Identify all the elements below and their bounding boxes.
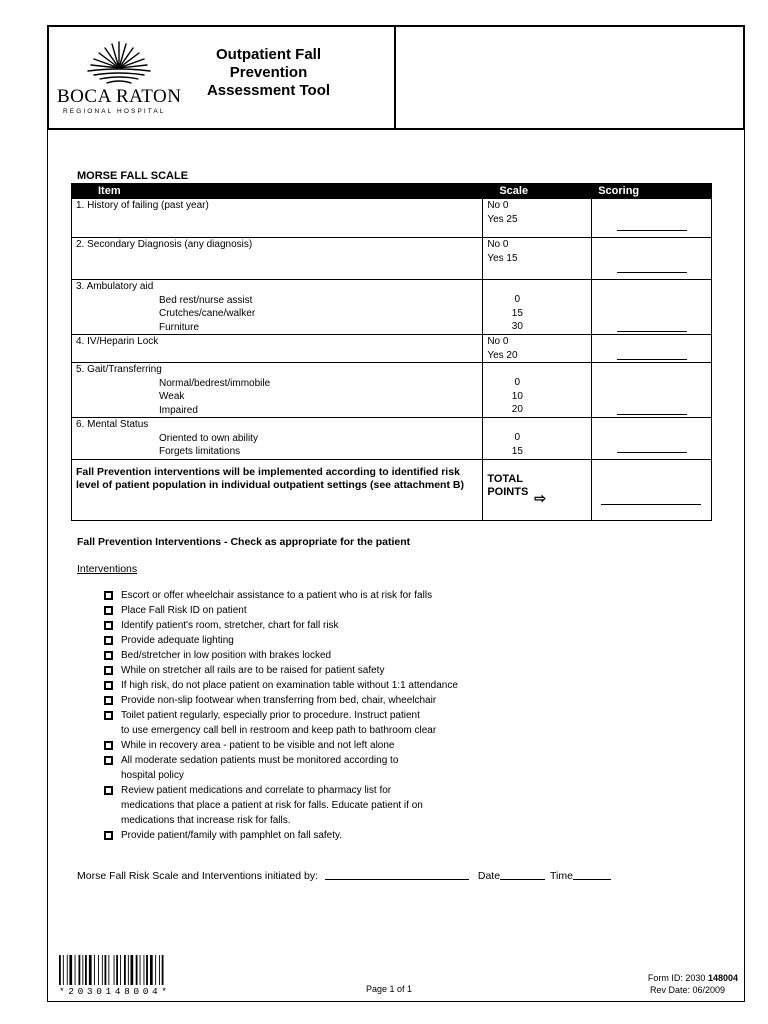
intervention-item [104, 753, 544, 783]
table-row [72, 280, 712, 335]
intervention-item [104, 708, 544, 738]
intervention-checkbox[interactable] [104, 606, 113, 615]
score-cell[interactable] [592, 238, 712, 280]
intervention-item [104, 603, 544, 618]
barcode-bar [105, 955, 107, 985]
intervention-checkbox[interactable] [104, 591, 113, 600]
table-row [72, 335, 712, 363]
table-row [72, 199, 712, 238]
sub-item-label: Impaired [159, 404, 198, 416]
intervention-checkbox[interactable] [104, 831, 113, 840]
time-label: Time [549, 870, 573, 882]
intervention-item [104, 678, 544, 693]
item-label: 1. History of failing (past year) [76, 200, 209, 211]
scale-cell [483, 363, 592, 418]
table-row-total [72, 459, 712, 520]
score-entry-line[interactable] [617, 230, 687, 231]
header-divider [394, 25, 396, 130]
total-points-label [483, 459, 592, 520]
form-title [196, 46, 341, 100]
barcode-bar [124, 955, 126, 985]
intervention-item [104, 828, 544, 843]
intervention-checkbox[interactable] [104, 681, 113, 690]
barcode-icon [59, 955, 204, 985]
barcode-bar [67, 955, 68, 985]
intervention-checkbox[interactable] [104, 741, 113, 750]
intervention-item [104, 693, 544, 708]
score-entry-line[interactable] [617, 414, 687, 415]
scale-value: 0 [514, 377, 521, 388]
scale-value: 20 [511, 404, 523, 415]
barcode-bar [136, 955, 138, 985]
item-label: 3. Ambulatory aid [76, 281, 154, 292]
barcode-bar [75, 955, 76, 985]
intervention-item [104, 783, 544, 828]
scale-value: Yes 15 [487, 252, 518, 264]
barcode-bar [116, 955, 118, 985]
intervention-text: Provide adequate lighting [121, 635, 234, 646]
intervention-text: Bed/stretcher in low position with brakes locked [121, 650, 332, 661]
intervention-checkbox[interactable] [104, 666, 113, 675]
intervention-checkbox[interactable] [104, 711, 113, 720]
intervention-checkbox[interactable] [104, 756, 113, 765]
morse-section-title: MORSE FALL SCALE [77, 170, 189, 182]
interventions-checklist [104, 588, 544, 843]
barcode-bar [82, 955, 83, 985]
scale-cell [483, 280, 592, 335]
interventions-label: Interventions [77, 563, 138, 575]
item-label: 6. Mental Status [76, 419, 149, 430]
intervention-text: Toilet patient regularly, especially prior to procedure. Instruct patient [121, 710, 420, 721]
sub-item-label: Forgets limitations [159, 446, 241, 457]
barcode-bar [150, 955, 153, 985]
score-entry-line[interactable] [617, 359, 687, 360]
intervention-checkbox[interactable] [104, 636, 113, 645]
intervention-checkbox[interactable] [104, 621, 113, 630]
table-header-row [72, 184, 712, 199]
item-cell [72, 238, 483, 280]
palm-logo-icon [82, 38, 156, 84]
date-line[interactable] [500, 879, 545, 880]
intervention-item [104, 738, 544, 753]
barcode-text: *2030148004* [59, 986, 171, 997]
intervention-item [104, 618, 544, 633]
scale-value: 15 [511, 307, 523, 319]
intervention-item [104, 633, 544, 648]
form-id-label: Form ID: 2030 [647, 973, 706, 983]
item-label: 5. Gait/Transferring [76, 364, 162, 375]
rev-date: Rev Date: 06/2009 [649, 985, 725, 995]
scale-value: 30 [511, 321, 523, 332]
item-label: 2. Secondary Diagnosis (any diagnosis) [76, 239, 253, 250]
intervention-text: Provide patient/family with pamphlet on fall safety. [121, 830, 343, 841]
intervention-item [104, 663, 544, 678]
scale-value: 0 [514, 432, 521, 443]
table-row [72, 238, 712, 280]
barcode-bar [159, 955, 160, 985]
barcode-bar [162, 955, 164, 985]
item-label: 4. IV/Heparin Lock [76, 336, 159, 347]
item-cell [72, 363, 483, 418]
total-entry-line[interactable] [601, 504, 701, 505]
intervention-checkbox[interactable] [104, 651, 113, 660]
risk-level-note: Fall Prevention interventions will be implemented according to identified risk level of patient population in individual outpatient settings (see attachment B) [72, 459, 483, 520]
scale-value: 10 [511, 390, 523, 402]
intervention-text: While in recovery area - patient to be visible and not left alone [121, 740, 395, 751]
logo-subtitle: REGIONAL HOSPITAL [63, 108, 166, 115]
scale-value: No 0 [487, 336, 509, 347]
total-score-cell[interactable] [592, 459, 712, 520]
form-id-number: 148004 [707, 973, 738, 983]
logo-name: BOCA RATON [57, 86, 182, 107]
intervention-item [104, 588, 544, 603]
item-cell [72, 418, 483, 460]
form-title-line: Outpatient Fall [216, 46, 321, 63]
total-label-line: TOTAL [487, 472, 523, 485]
score-cell[interactable] [592, 418, 712, 460]
sub-item-label: Oriented to own ability [159, 432, 258, 444]
table-row [72, 363, 712, 418]
intervention-text: All moderate sedation patients must be monitored according to [121, 755, 399, 766]
intervention-text: Review patient medications and correlate to pharmacy list for [121, 785, 392, 796]
score-cell[interactable] [592, 280, 712, 335]
intervention-checkbox[interactable] [104, 696, 113, 705]
barcode-bar [131, 955, 134, 985]
signature-row [77, 870, 611, 882]
intervention-text: Escort or offer wheelchair assistance to a patient who is at risk for falls [121, 590, 433, 601]
barcode-bar [94, 955, 95, 985]
score-cell[interactable] [592, 199, 712, 238]
scale-cell [483, 418, 592, 460]
interventions-heading: Fall Prevention Interventions - Check as appropriate for the patient [77, 536, 411, 548]
signature-label: Morse Fall Risk Scale and Interventions initiated by: [77, 870, 319, 882]
barcode-bar [114, 955, 115, 985]
intervention-text: If high risk, do not place patient on examination table without 1:1 attendance [121, 680, 458, 691]
barcode-bar [98, 955, 99, 985]
scale-cell [483, 199, 592, 238]
sub-item-label: Furniture [159, 321, 200, 333]
barcode-bar [120, 955, 121, 985]
page-number: Page 1 of 1 [366, 984, 413, 994]
barcode-bar [85, 955, 87, 985]
total-label-line: POINTS [487, 486, 529, 498]
right-arrow-icon: ⇨ [534, 490, 547, 506]
barcode-bar [144, 955, 145, 985]
form-id-block [648, 972, 738, 996]
barcode-bar [140, 955, 141, 985]
barcode-bar [146, 955, 148, 985]
barcode-bar [69, 955, 72, 985]
date-label: Date [477, 870, 501, 882]
sub-item-label: Normal/bedrest/immobile [159, 377, 271, 389]
scale-value: Yes 20 [487, 349, 518, 361]
barcode-bar [155, 955, 156, 985]
sub-item-label: Crutches/cane/walker [159, 308, 256, 319]
item-cell [72, 335, 483, 363]
intervention-text: Place Fall Risk ID on patient [121, 605, 247, 616]
scale-value: No 0 [487, 200, 509, 211]
intervention-text: Identify patient's room, stretcher, chart for fall risk [121, 620, 339, 631]
barcode-bar [63, 955, 64, 985]
barcode-bar [89, 955, 92, 985]
score-entry-line[interactable] [617, 452, 687, 453]
morse-fall-scale-table [71, 183, 712, 521]
intervention-text: medications that place a patient at risk for falls. Educate patient if on [121, 800, 423, 811]
item-cell [72, 199, 483, 238]
barcode-bar [79, 955, 81, 985]
time-line[interactable] [573, 879, 611, 880]
table-row [72, 418, 712, 460]
column-header-item: Item [72, 184, 483, 199]
form-title-line: Prevention [229, 64, 308, 81]
barcode-bar [108, 955, 109, 985]
intervention-text: While on stretcher all rails are to be raised for patient safety [121, 665, 385, 676]
score-cell[interactable] [592, 335, 712, 363]
barcode-bar [59, 955, 61, 985]
intervention-text: Provide non-slip footwear when transferring from bed, chair, wheelchair [121, 695, 437, 706]
barcode-bar [128, 955, 129, 985]
score-entry-line[interactable] [617, 331, 687, 332]
scale-value: No 0 [487, 239, 509, 250]
intervention-text: to use emergency call bell in restroom and keep path to bathroom clear [121, 725, 437, 736]
sub-item-label: Weak [159, 391, 185, 402]
intervention-item [104, 648, 544, 663]
form-title-line: Assessment Tool [206, 82, 331, 99]
column-header-scoring: Scoring [592, 184, 712, 199]
signature-line[interactable] [325, 879, 469, 880]
scale-cell [483, 238, 592, 280]
column-header-scale: Scale [483, 184, 592, 199]
scale-value: Yes 25 [487, 213, 518, 225]
item-cell [72, 280, 483, 335]
scale-cell [483, 335, 592, 363]
barcode-bar [102, 955, 103, 985]
scale-value: 0 [514, 294, 521, 305]
hospital-logo [55, 38, 195, 120]
intervention-text: hospital policy [121, 770, 184, 781]
scale-value: 15 [511, 445, 523, 457]
intervention-text: medications that increase risk for falls. [121, 815, 291, 826]
score-entry-line[interactable] [617, 272, 687, 273]
sub-item-label: Bed rest/nurse assist [159, 294, 253, 306]
intervention-checkbox[interactable] [104, 786, 113, 795]
score-cell[interactable] [592, 363, 712, 418]
